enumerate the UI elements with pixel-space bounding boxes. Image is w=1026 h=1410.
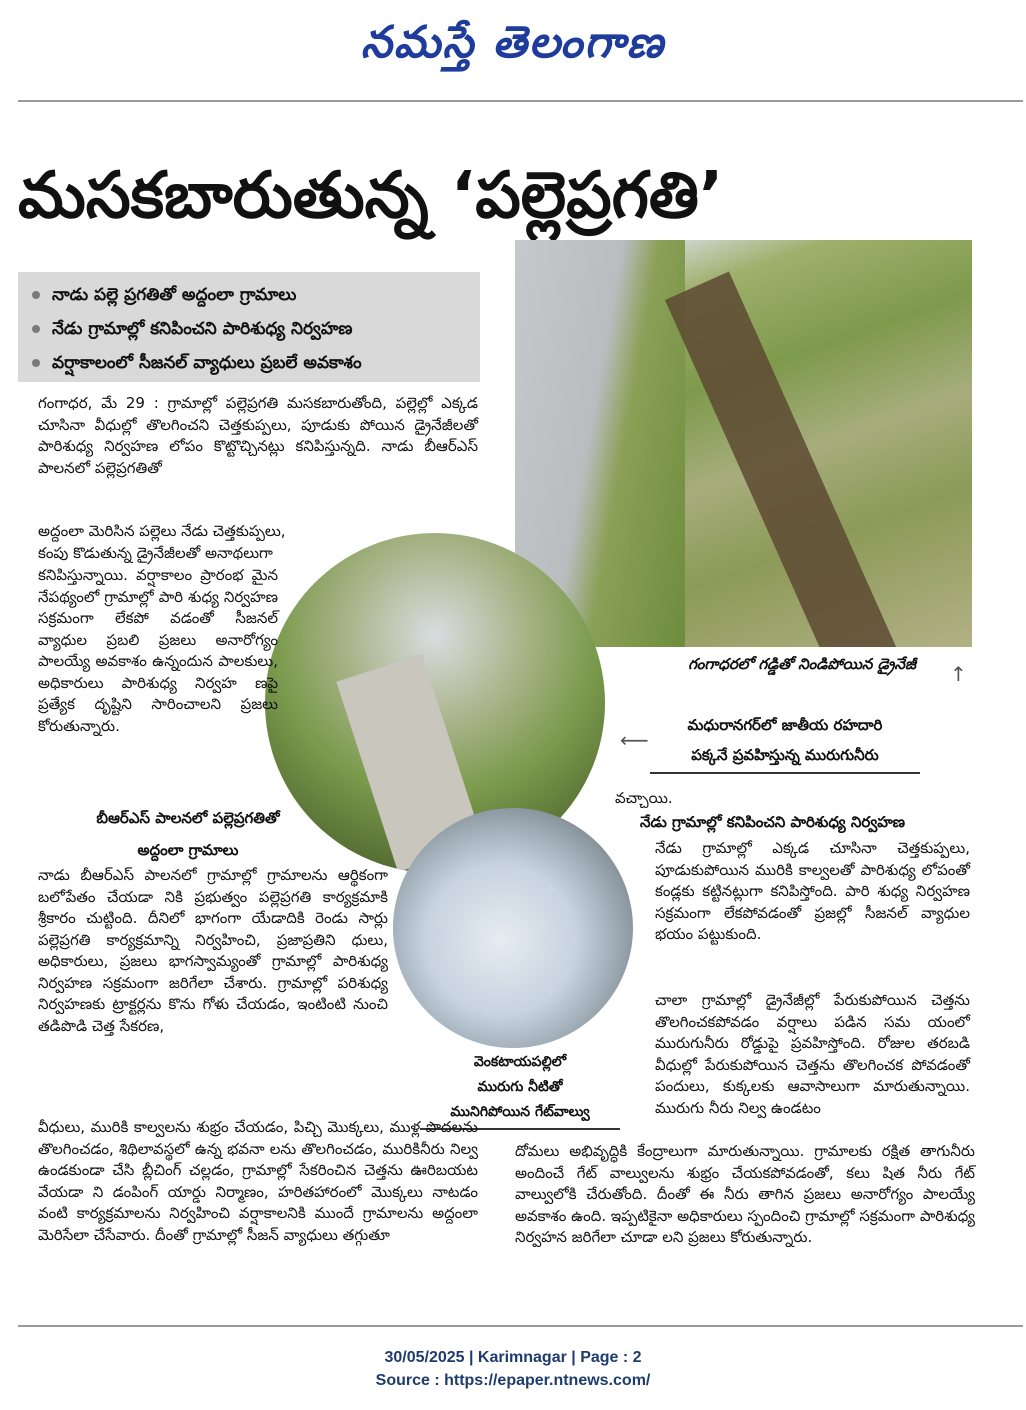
body-line: వచ్చాయి. [615, 789, 673, 807]
body-line: అద్దంలా మెరిసిన పల్లెలు నేడు చెత్తకుప్పలు, [38, 522, 286, 540]
subheading: అద్దంలా గ్రామాలు [137, 841, 239, 859]
bullet-dot-icon [32, 325, 40, 333]
body-paragraph: కనిపిస్తున్నాయి. వర్షాకాలం ప్రారంభ మైన నేపథ్యంలో గ్రామాల్లో పారి శుధ్య నిర్వహణ సక్రమంగా లేకపో వడంతో సీజనల్ వ్యాధుల ప్రబలి ప్రజలు అనారోగ్యం పాలయ్యే అవకాశం ఉన్నందున పాలకులు, అధికారులు పారిశుధ్య నిర్వహ ణపై ప్రత్యేక దృష్టిని సారించాలని ప్రజలు కోరుతున్నారు. [38, 566, 278, 735]
body-paragraph: చాలా గ్రామాల్లో డ్రైనేజీల్లో పేరుకుపోయిన చెత్తను తొలగించకపోవడం వర్షాలు పడిన సమ యంలో మురుగునీరు రోడ్డుపై ప్రవహిస్తోంది. రోజుల తరబడి వీధుల్లో పేరుకుపోయిన చెత్తను తొలగించక పోవడంతో పందులు, కుక్కలకు ఆవాసాలుగా మారుతున్నాయి. మురుగు నీరు నిల్వ ఉండటం [655, 991, 970, 1117]
bullet-item: వర్షాకాలంలో సీజనల్ వ్యాధులు ప్రబలే అవకాశం [32, 346, 362, 380]
drain-image [665, 272, 900, 647]
photo-caption-venkata: వెంకటాయపల్లిలో మురుగు నీటితో మునిగిపోయిన గేట్‌వాల్వు [420, 1050, 620, 1130]
body-line: కంపు కొడుతున్న డ్రైనేజీలతో అనాథలుగా [38, 544, 273, 562]
body-paragraph: దోమలు అభివృద్ధికి కేంద్రాలుగా మారుతున్నాయి. గ్రామాలకు రక్షిత తాగునీరు అందించే గేట్ వాల్వులను శుభ్రం చేయకపోవడంతో, కలు షిత నీరు గేట్ వాల్వులోకి చేరుతోంది. దీంతో ఈ నీరు తాగిన ప్రజలు అనారోగ్యం పాలయ్యే అవకాశం ఉంది. ఇప్పటికైనా అధికారులు స్పందించి గ్రామాల్లో సక్రమంగా పారిశుధ్య నిర్వహన జరిగేలా చూడా లని ప్రజలు కోరుతున్నారు. [515, 1142, 975, 1246]
masthead-rule [18, 100, 1023, 102]
gate-valve-photo [393, 808, 633, 1048]
drain-photo [515, 240, 972, 647]
body-paragraph: నేడు గ్రామాల్లో ఎక్కడ చూసినా చెత్తకుప్పలు, పూడుకుపోయిన మురికి కాల్వలతో పారిశుధ్య లోపంతో కండ్లకు కట్టినట్లుగా కనిపిస్తోంది. పారి శుధ్య నిర్వహణ సక్రమంగా లేకపోవడంతో ప్రజల్లో సీజనల్ వ్యాధుల భయం పట్టుకుంది. [655, 839, 970, 943]
arrow-left-icon: ⟵ [620, 728, 649, 752]
body-paragraph: నాడు బీఆర్‌ఎస్ పాలనలో గ్రామాల్లో గ్రామాలను ఆర్థికంగా బలోపేతం చేయడా నికి ప్రభుత్వం పల్లెప్రగతి కార్యక్రమాకి శ్రీకారం చుట్టింది. దీనిలో భాగంగా యేడాదికి రెండు సార్లు పల్లెప్రగతి కార్యక్రమాన్ని నిర్వహించి, ప్రజాప్రతిని ధులు, అధికారులు, ప్రజలు భాగస్వామ్యంతో గ్రామాల్లో పారిశుధ్య నిర్వహణ సక్రమంగా జరిగేలా చేశారు. గ్రామాల్లో పరిశుధ్య నిర్వహణకు ట్రాక్టర్లను కొను గోళు చేయడం, ఇంటింటి నుంచి తడిపొడి చెత్త సేకరణ, [38, 866, 388, 1035]
subheading: బీఆర్‌ఎస్ పాలనలో పల్లెప్రగతితో [96, 809, 280, 827]
headline: మసకబారుతున్న ‘పల్లెప్రగతి’ [18, 159, 724, 233]
subheading: నేడు గ్రామాల్లో కనిపించని పారిశుధ్య నిర్వహణ [640, 813, 906, 831]
masthead-logo: నమస్తే తెలంగాణ [360, 17, 666, 68]
bullet-dot-icon [32, 359, 40, 367]
photo-caption-main: గంగాధరలో గడ్డితో నిండిపోయిన డ్రైనేజీ [652, 652, 952, 676]
bullet-dot-icon [32, 291, 40, 299]
bullet-box [18, 272, 480, 382]
bullet-item: నాడు పల్లె ప్రగతితో అద్దంలా గ్రామాలు [32, 278, 296, 312]
body-paragraph: వీధులు, మురికి కాల్వలను శుభ్రం చేయడం, పిచ్చి మొక్కలు, ముళ్ల పొదలను తొలగించడం, శిథిలావస్థలో ఉన్న భవనా లను తొలగించడం, మురికినీరు నిల్వ ఉండకుండా చేసి బ్లీచింగ్ చల్లడం, గ్రామాల్లో సేకరించిన చెత్తను ఊరిబయట వేయడా ని డంపింగ్ యార్డు నిర్మాణం, హరితహారంలో మొక్కలు నాటడం వంటి కార్యక్రమాలను నిర్వహించి వర్షాకాలనికి ముందే గ్రామాలను అద్దంలా మెరిసేలా చేసేవారు. దీంతో గ్రామాల్లో సీజన్ వ్యాధులు తగ్గుతూ [38, 1118, 478, 1244]
photo-caption-madhura: మధురానగర్‌లో జాతీయ రహదారి పక్కనే ప్రవహిస్తున్న మురుగునీరు [650, 710, 920, 774]
bullet-item: నేడు గ్రామాల్లో కనిపించని పారిశుధ్య నిర్వహణ [32, 312, 352, 346]
footer-source-link[interactable]: Source : https://epaper.ntnews.com/ [375, 1372, 651, 1389]
arrow-up-icon: ↑ [950, 662, 967, 686]
footer-rule [18, 1325, 1023, 1327]
footer-date-line: 30/05/2025 | Karimnagar | Page : 2 [384, 1349, 642, 1366]
body-paragraph: గంగాధర, మే 29 : గ్రామాల్లో పల్లెప్రగతి మసకబారుతోంది, పల్లెల్లో ఎక్కడ చూసినా వీధుల్లో తొలగించని చెత్తకుప్పలు, పూడుకు పోయిన డ్రైనేజీలతో పారిశుధ్య నిర్వహణ లోపం కొట్టొచ్చినట్లు కనిపిస్తున్నది. నాడు బీఆర్‌ఎస్ పాలనలో పల్లెప్రగతితో [38, 394, 478, 477]
